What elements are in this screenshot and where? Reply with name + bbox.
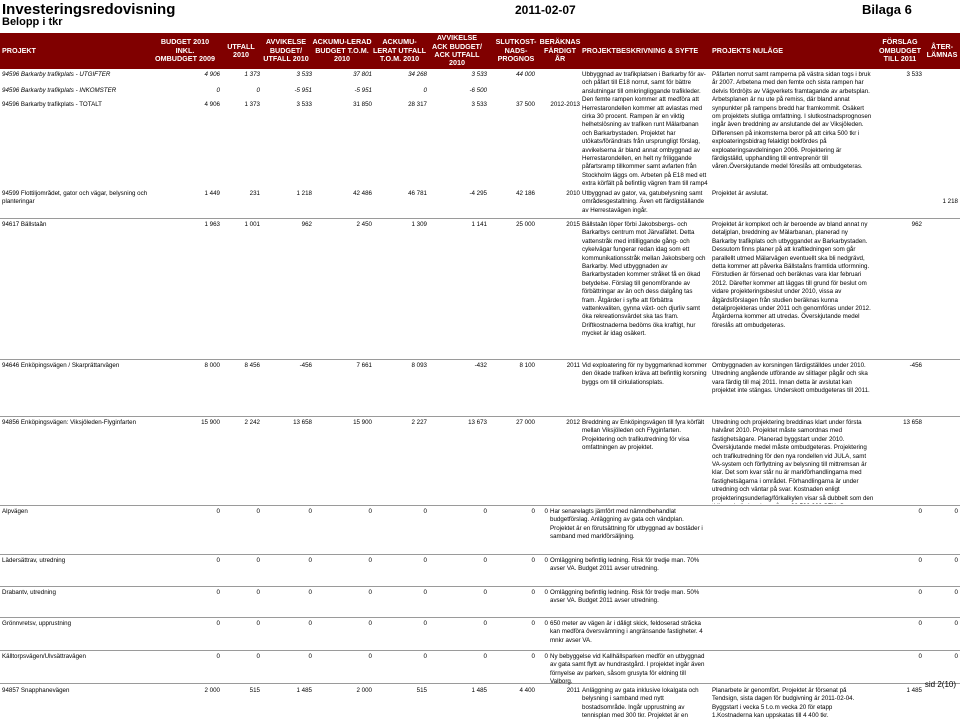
utfall-cell: 0 — [256, 589, 260, 596]
beskrivning-cell: Omläggning befintlig ledning. Risk för tredje man. 50% avser VA. Budget 2011 avser utredning. — [550, 589, 700, 605]
ack-avvikelse-cell: 1 141 — [471, 221, 487, 228]
utfall-cell: 0 — [256, 508, 260, 515]
forslag-cell: 1 485 — [906, 687, 922, 694]
slutkostnad-cell: 42 186 — [516, 190, 535, 197]
ater-cell: 0 — [954, 653, 958, 660]
ack-budget-cell: 31 850 — [353, 101, 372, 108]
forslag-cell: 0 — [918, 620, 922, 627]
ack-avvikelse-cell: 0 — [483, 653, 487, 660]
col-header-slutkostnad: SLUTKOST- NADS- PROGNOS — [495, 37, 537, 64]
avvikelse-cell: 0 — [308, 508, 312, 515]
ack-utfall-cell: 0 — [423, 589, 427, 596]
ack-budget-cell: 0 — [368, 557, 372, 564]
ack-budget-cell: 0 — [368, 508, 372, 515]
nulage-cell: Ombyggnaden av korsningen färdigställdes under 2010. Utredning angående utförande av slitlager pågår och ska vara färdig till maj 2011. Innan detta är avslutat kan projektet inte stängas. Underskott ombudgeteras till 2011. — [712, 362, 870, 395]
project-name: 94596 Barkarby trafikplats - INKOMSTER — [2, 87, 117, 94]
avvikelse-cell: 1 218 — [296, 190, 312, 197]
document-header — [0, 0, 960, 30]
slutkostnad-cell: 27 000 — [516, 419, 535, 426]
table-row — [0, 685, 960, 721]
ack-avvikelse-cell: -4 295 — [469, 190, 487, 197]
beskrivning-cell: 650 meter av vägen är i dåligt skick, feldoserad stråcka kan medföra översvämning i angränsande fastigheter. 4 mnkr avser VA. — [550, 620, 703, 644]
beskrivning-cell: Ubbyggnad av trafikplatsen i Barkarby för av- och påfart till E18 norrut, samt för bättre anslutningar till omkringliggande trafikleder. Den femte rampen kommer att medföra att Herrestarondellen kommer att avlastas med cirka 30 procent. Rampen är en viktig helhetslösning av trafiken runt Mälarbanan och Barkarbystaden. Projektet har utökats/förändrats från ursprungligt förslag, avvikelserna är bland annat ombyggnad av Herrestarondellen, en helt ny friliggande påfartsramp tillkommer samt avfarten från Stockholm läggs om. Arbeten på E18 med ett extra körfält på befintlig vägren fram till ramp4 — [582, 71, 708, 188]
beskrivning-cell: Anläggning av gata inklusive lokalgata och belysning i samband med nytt bostadsområde. Ingår upprustning av tennisplan med 300 tkr. Projektet är en — [582, 687, 699, 720]
table-row — [0, 651, 960, 684]
document-title: Investeringsredovisning — [2, 1, 176, 18]
col-header-fardigt: BERÄKNAS FÄRDIGT ÅR — [539, 37, 581, 64]
project-name: 94857 Snapphanevägen — [2, 687, 70, 694]
ack-avvikelse-cell: 0 — [483, 508, 487, 515]
beskrivning-cell: Utbyggnad av gator, va, gatubelysning samt områdesgestaltning. Även ett färdigställande av Herrestavägen ingår. — [582, 190, 705, 214]
slutkostnad-cell: 4 400 — [519, 687, 535, 694]
table-row — [0, 506, 960, 555]
nulage-cell: Planarbete är genomfört. Projektet är försenat på Tendsign, sista dagen för budgivning är 2011-02-04. Byggstart i vecka 5 t.o.m vecka 20 för etapp 1.Kostnaderna kan uppskatas till 4 400 tkr. — [712, 687, 855, 720]
ack-avvikelse-cell: 13 673 — [468, 419, 487, 426]
ack-utfall-cell: 515 — [416, 687, 427, 694]
investment-table — [0, 69, 960, 720]
budget-cell: 0 — [216, 620, 220, 627]
avvikelse-cell: 13 658 — [293, 419, 312, 426]
fardigt-cell: 2015 — [566, 221, 580, 228]
project-name: 94596 Barkarby trafikplats - UTGIFTER — [2, 71, 111, 78]
ack-utfall-cell: 0 — [423, 620, 427, 627]
table-header — [0, 33, 960, 69]
ack-utfall-cell: 28 317 — [408, 101, 427, 108]
beskrivning-cell: Bällstaån löper förbi Jakobsbergs- och Barkarbys centrum mot Järvafältet. Detta vattenstråk med intilliggande gång- och cykelvägar fungerar redan idag som ett kommunikationsstråk mellan Jakobsberg och Barkarby. Med utbyggnaden av Barkarbystaden kommer stråket få en ökad betydelse. Förslag till genomförande av förbättringar av än och dess dalgång tas fram. Åtgärder i syfte att förbättra vattenkvaliten, gynna växt- och djurliv samt öka rekreationsvärdet ska tas fram. Driftkostnaderna bedöms öka kraftigt, hur mycket är idag osäkert. — [582, 221, 706, 338]
ack-avvikelse-cell: 3 533 — [471, 101, 487, 108]
beskrivning-cell: Vid exploatering för ny byggmarknad kommer den ökade trafiken kräva att befintlig korsning byggs om till cirkulationsplats. — [582, 362, 707, 386]
forslag-cell: 3 533 — [906, 71, 922, 78]
utfall-cell: 2 242 — [244, 419, 260, 426]
avvikelse-cell: -5 951 — [294, 87, 312, 94]
ack-avvikelse-cell: 3 533 — [471, 71, 487, 78]
fardigt-cell: 2011 — [566, 687, 580, 694]
table-row — [0, 99, 960, 111]
avvikelse-cell: 3 533 — [296, 101, 312, 108]
slutkostnad-cell: 0 — [531, 653, 535, 660]
table-row — [0, 188, 960, 219]
slutkostnad-cell: 0 — [531, 620, 535, 627]
budget-cell: 1 963 — [204, 221, 220, 228]
utfall-cell: 231 — [249, 190, 260, 197]
beskrivning-cell: Breddning av Enköpingsvägen till fyra körfält mellan Viksjöleden och Flyginfarten. Projektering och trafikutredning för visa omfattningen av projektet. — [582, 419, 705, 452]
project-name: 94596 Barkarby trafikplats - TOTALT — [2, 101, 102, 108]
ack-utfall-cell: 2 227 — [411, 419, 427, 426]
ack-budget-cell: 0 — [368, 589, 372, 596]
fardigt-cell: 2012-2013 — [550, 101, 580, 108]
forslag-cell: 0 — [918, 557, 922, 564]
beskrivning-cell: Omläggning befintlig ledning. Risk för tredje man. 70% avser VA. Budget 2011 avser utredning. — [550, 557, 700, 573]
utfall-cell: 1 001 — [244, 221, 260, 228]
budget-cell: 2 000 — [204, 687, 220, 694]
ater-cell: 0 — [954, 620, 958, 627]
forslag-cell: 962 — [911, 221, 922, 228]
table-row — [0, 587, 960, 618]
table-row — [0, 85, 960, 97]
utfall-cell: 1 373 — [244, 71, 260, 78]
ack-budget-cell: 2 450 — [356, 221, 372, 228]
avvikelse-cell: -456 — [299, 362, 312, 369]
col-header-forslag: FÖRSLAG OMBUDGET TILL 2011 — [879, 37, 921, 64]
ack-budget-cell: -5 951 — [354, 87, 372, 94]
project-name: 94599 Flottiljområdet, gator och vägar, belysning och planteringar — [2, 190, 148, 206]
budget-cell: 4 906 — [204, 101, 220, 108]
table-row — [0, 219, 960, 360]
utfall-cell: 515 — [249, 687, 260, 694]
ater-cell: 0 — [954, 557, 958, 564]
forslag-cell: 0 — [918, 653, 922, 660]
col-header-ack-utfall: ACKUMU- LERAT UTFALL T.O.M. 2010 — [373, 37, 426, 64]
fardigt-cell: 0 — [544, 653, 548, 660]
amount-unit-label: Belopp i tkr — [2, 16, 63, 28]
ack-budget-cell: 42 486 — [353, 190, 372, 197]
slutkostnad-cell: 0 — [531, 508, 535, 515]
attachment-label: Bilaga 6 — [862, 2, 912, 17]
avvikelse-cell: 0 — [308, 589, 312, 596]
forslag-cell: -456 — [909, 362, 922, 369]
avvikelse-cell: 3 533 — [296, 71, 312, 78]
col-header-nulage: PROJEKTS NULÄGE — [712, 45, 784, 55]
avvikelse-cell: 0 — [308, 653, 312, 660]
fardigt-cell: 0 — [544, 508, 548, 515]
ater-cell: 0 — [954, 589, 958, 596]
budget-cell: 0 — [216, 653, 220, 660]
budget-cell: 1 449 — [204, 190, 220, 197]
slutkostnad-cell: 44 000 — [516, 71, 535, 78]
fardigt-cell: 2011 — [566, 362, 580, 369]
ack-avvikelse-cell: -6 500 — [469, 87, 487, 94]
ater-cell: 0 — [954, 508, 958, 515]
nulage-cell: Utredning och projektering breddinas klart under första halvåret 2010. Projektet måste samordnas med fastighetsägare. Planerad byggstart under 2010. Överskjutande medel måste ombudgeteras. Projektering och trafikutredning för den nya rondellen vid JULA, samt VA-system och förflyttning av belysning till mittremsan är klar. Det som kvar står nu är markförhandlingarna med fastighetsägarna i området. Förhandlingarna är under utredning och väntar på svar. Kostnaden enligt projekteringsunderlag/förkalkylen visar så dubbelt som den — [712, 419, 874, 502]
forslag-cell: 0 — [918, 589, 922, 596]
utfall-cell: 1 373 — [244, 101, 260, 108]
ack-budget-cell: 0 — [368, 653, 372, 660]
fardigt-cell: 0 — [544, 589, 548, 596]
beskrivning-cell: Ny bebyggelse vid Kallhällsparken medför en utbyggnad av gata samt flytt av hundrastgård. I projektet ingår även förnyelse av parken, såsom grusyta för eldning till Valborg. — [550, 653, 705, 686]
ack-avvikelse-cell: 0 — [483, 557, 487, 564]
project-name: 94856 Enköpingsvägen: Viksjöleden-Flyginfarten — [2, 419, 137, 426]
avvikelse-cell: 1 485 — [296, 687, 312, 694]
budget-cell: 8 000 — [204, 362, 220, 369]
utfall-cell: 0 — [256, 620, 260, 627]
project-name: Grönnvretsv, upprustning — [2, 620, 72, 627]
fardigt-cell: 2010 — [566, 190, 580, 197]
col-header-ater: ÅTER- LÄMNAS — [926, 41, 958, 59]
fardigt-cell: 2012 — [566, 419, 580, 426]
avvikelse-cell: 962 — [301, 221, 312, 228]
ack-budget-cell: 7 661 — [356, 362, 372, 369]
ack-budget-cell: 37 801 — [353, 71, 372, 78]
utfall-cell: 0 — [256, 653, 260, 660]
forslag-cell: 0 — [918, 508, 922, 515]
ack-budget-cell: 0 — [368, 620, 372, 627]
budget-cell: 4 906 — [204, 71, 220, 78]
table-row — [0, 618, 960, 651]
nulage-cell: Påfarten norrut samt ramperna på västra sidan togs i bruk år 2007. Arbetena med den femte och sista rampen har delvis fördröjts av Vägverkets framtagande av arbetsplan. Arbetsplanen är nu ute på remiss, där bland annat synpunkter på rampens bredd har framkommit. Osäkert om projektets slutliga omfattning. I slutkostnadsprognosen ingår även breddning av anslutande del av Viksjöleden. Differensen på inkomsterna beror på att cirka 500 tkr i exploateringsbidrag felaktigt bokfördes på exploateringsavdelningen 2006. Projektering är färdigställd, upphandling till entreprenör till våren.Överskjutande medel föreslås att ombudgeteras. — [712, 71, 872, 171]
ack-utfall-cell: 0 — [423, 653, 427, 660]
utfall-cell: 0 — [256, 557, 260, 564]
col-header-project: PROJEKT — [2, 45, 36, 55]
project-name: Källtorpsvägen/Ulvsättravägen — [2, 653, 86, 660]
col-header-ack-budget: ACKUMU-LERAD BUDGET T.O.M. 2010 — [312, 37, 372, 64]
slutkostnad-cell: 25 000 — [516, 221, 535, 228]
project-name: 94617 Bällstaån — [2, 221, 47, 228]
page-number: sid 2(10) — [924, 680, 956, 689]
project-name: Alpvägen — [2, 508, 28, 515]
ack-utfall-cell: 0 — [423, 87, 427, 94]
ack-budget-cell: 2 000 — [356, 687, 372, 694]
col-header-ack-avvikelse: AVVIKELSE ACK BUDGET/ ACK UTFALL 2010 — [432, 33, 482, 68]
fardigt-cell: 0 — [544, 620, 548, 627]
ack-budget-cell: 15 900 — [353, 419, 372, 426]
ack-avvikelse-cell: 0 — [483, 620, 487, 627]
table-row — [0, 360, 960, 417]
project-name: Drabantv, utredning — [2, 589, 56, 596]
ack-utfall-cell: 34 268 — [408, 71, 427, 78]
col-header-budget: BUDGET 2010 INKL. OMBUDGET 2009 — [155, 37, 215, 64]
forslag-cell: 13 658 — [903, 419, 922, 426]
ack-utfall-cell: 0 — [423, 557, 427, 564]
fardigt-cell: 0 — [544, 557, 548, 564]
col-header-utfall: UTFALL 2010 — [227, 41, 255, 59]
ater-cell: 1 218 — [942, 198, 958, 205]
ack-avvikelse-cell: 1 485 — [471, 687, 487, 694]
nulage-cell: Projektet är avslutat. — [712, 190, 769, 197]
nulage-cell: Projektet är komplext och är beroende av bland annat ny detaljplan, breddning av Mälarbanan, planerad ny Barkarby trafikplats och utbyggandet av Barkarbystaden. Dessutom finns planer på att kraftledningen som går parallellt utmed Mälarvägen eventuellt ska bli nedgrävd, detta kommer att påverka Bällstaåns framtida utformning. Förstudien är försenad och beräknas vara klar februari 2012. Därefter kommer att läggas till grund för beslut om vidare projekteringsbeslut under 2010, vissa av åtgärdsförslagen från studien beräknas kunna detaljprojekteras under 2011 och genomföras under 2012. Åtgärderna kommer att utredas. Överskjutande medel föreslås att ombudgeteras. — [712, 221, 871, 329]
avvikelse-cell: 0 — [308, 620, 312, 627]
col-header-beskrivning: PROJEKTBESKRIVNING & SYFTE — [582, 45, 699, 55]
utfall-cell: 8 456 — [244, 362, 260, 369]
budget-cell: 0 — [216, 87, 220, 94]
ack-utfall-cell: 46 781 — [408, 190, 427, 197]
utfall-cell: 0 — [256, 87, 260, 94]
table-row — [0, 417, 960, 506]
budget-cell: 15 900 — [201, 419, 220, 426]
project-name: Lädersättrav, utredning — [2, 557, 66, 564]
budget-cell: 0 — [216, 557, 220, 564]
beskrivning-cell: Har senarelagts jämfört med nämndbehandlat budgetförslag. Anläggning av gata och vändplan. Projektet är en förutsättning för utbyggnad av bostäder i samband med markförsäljning. — [550, 508, 703, 541]
col-header-avvikelse: AVVIKELSE BUDGET/ UTFALL 2010 — [263, 37, 309, 64]
ack-utfall-cell: 0 — [423, 508, 427, 515]
table-row — [0, 555, 960, 587]
document-date: 2011-02-07 — [515, 3, 576, 17]
budget-cell: 0 — [216, 508, 220, 515]
slutkostnad-cell: 8 100 — [519, 362, 535, 369]
ack-utfall-cell: 8 093 — [411, 362, 427, 369]
slutkostnad-cell: 0 — [531, 557, 535, 564]
ack-utfall-cell: 1 309 — [411, 221, 427, 228]
project-name: 94646 Enköpingsvägen / Skarprättarvägen — [2, 362, 120, 369]
slutkostnad-cell: 0 — [531, 589, 535, 596]
ack-avvikelse-cell: -432 — [474, 362, 487, 369]
budget-cell: 0 — [216, 589, 220, 596]
slutkostnad-cell: 37 500 — [516, 101, 535, 108]
avvikelse-cell: 0 — [308, 557, 312, 564]
ack-avvikelse-cell: 0 — [483, 589, 487, 596]
